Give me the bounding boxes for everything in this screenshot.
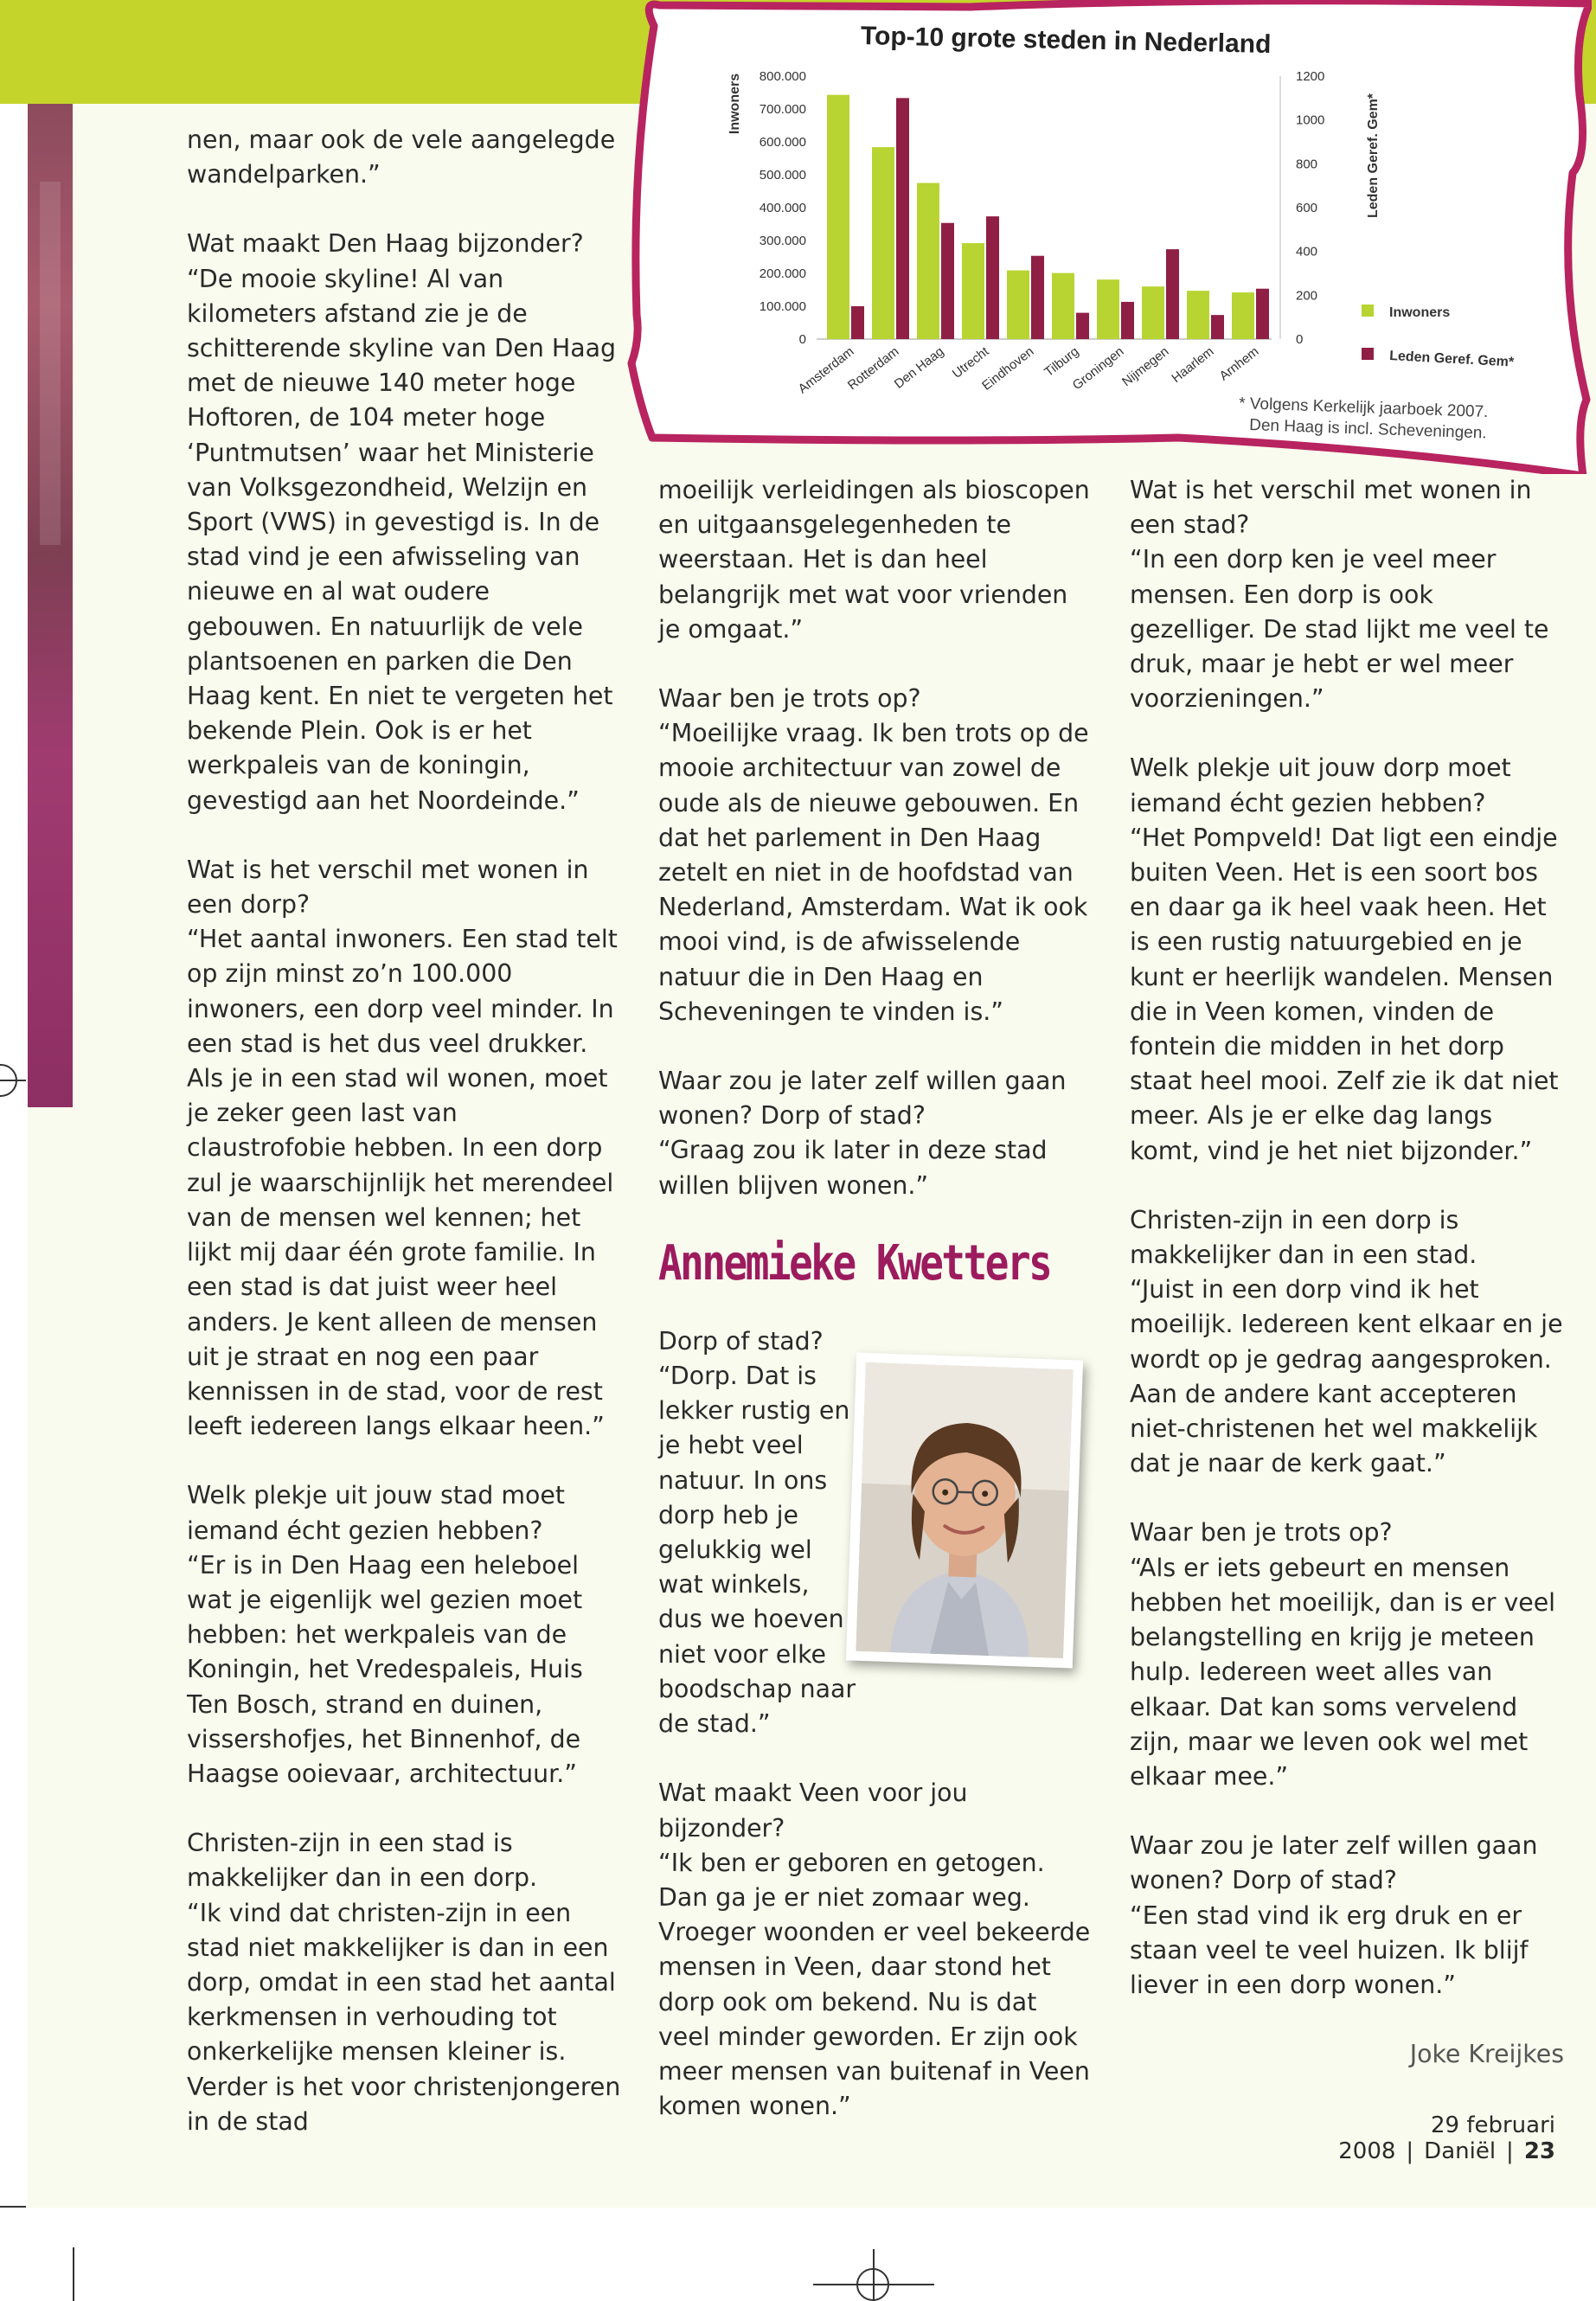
page-number: 23: [1523, 2138, 1555, 2164]
portrait-photo: [846, 1353, 1083, 1669]
question: Wat maakt Veen voor jou bijzonder?: [658, 1779, 968, 1843]
answer: “Ik ben er geboren en getogen. Dan ga je er niet zomaar weg. Vroeger woonden er veel bekeerde mensen in Veen, daar stond het dorp ook om bekend. Nu is dat veel minder geworden. Er zijn ook meer mensen van buitenaf in Veen komen wonen.”: [658, 1848, 1091, 2121]
y-axis-label-left: Inwoners: [727, 73, 742, 135]
registration-mark: [0, 1064, 17, 1097]
chart: [625, 0, 1592, 474]
qa-block: [658, 1064, 1091, 1203]
y-axis-label-right: Leden Geref. Gem*: [1366, 93, 1381, 219]
portrait-image: [856, 1362, 1074, 1658]
y-tick-label-right: 800: [1296, 157, 1318, 172]
x-tick-label: Rotterdam: [844, 343, 902, 394]
legend-label-inwoners: Inwoners: [1389, 305, 1451, 320]
author-signature: Joke Kreijkes: [1409, 2040, 1564, 2069]
answer: “Als er iets gebeurt en mensen hebben het moeilijk, dan is er veel belangstelling en krijg je meteen hulp. Iedereen weet alles van elkaar. Dat kan soms vervelend zijn, maar we leven ook wel met elkaar mee.”: [1130, 1553, 1556, 1791]
bar-inwoners-eindhoven: [1007, 271, 1029, 339]
qa-block: [1130, 1203, 1564, 1482]
question: Wat is het verschil met wonen in een dorp?: [187, 855, 589, 920]
answer: “Ik vind dat christen-zijn in een stad niet makkelijker is dan in een dorp, omdat in een stad het aantal kerkmensen in verhouding tot onkerkelijke mensen kleiner is. Verder is het voor christenjongeren in de stad: [187, 1898, 621, 2136]
qa-block: [658, 1776, 1091, 2124]
answer: “Een stad vind ik erg druk en er staan veel te veel huizen. Ik blijf liever in een dorp wonen.”: [1130, 1900, 1529, 1999]
answer: “Het Pompveld! Dat ligt een eindje buiten Veen. Het is een soort bos en daar ga ik heel vaak heen. Het is een rustig natuurgebied en je kunt er heerlijk wandelen. Mensen die in Veen komen, vinden de fontein die midden in het dorp staat heel mooi. Zelf zie ik dat niet meer. Als je er elke dag langs komt, vind je het niet bijzonder.”: [1130, 823, 1559, 1165]
bar-leden-eindhoven: [1031, 256, 1044, 339]
column-2-intro: moeilijk verleidingen als bioscopen en uitgaansgelegenheden te weerstaan. Het is dan heel belangrijk met wat voor vrienden je omgaat.”: [658, 476, 1090, 644]
registration-mark: [856, 2268, 889, 2301]
chart-title: Top-10 grote steden in Nederland: [860, 22, 1272, 59]
x-tick-label: Tilburg: [1042, 343, 1082, 381]
x-tick-label: Haarlem: [1169, 343, 1217, 387]
y-tick-label-left: 200.000: [759, 266, 806, 281]
bar-inwoners-amsterdam: [827, 95, 849, 339]
footer-magazine: Daniël: [1424, 2138, 1497, 2164]
answer: “Er is in Den Haag een heleboel wat je eigenlijk wel gezien moet hebben: het werkpaleis van de Koningin, het Vredespaleis, Huis Ten Bosch, strand en duinen, vissershofjes, het Binnenhof, de Haagse ooievaar, architectuur.”: [187, 1550, 583, 1788]
answer: “Graag zou ik later in deze stad willen blijven wonen.”: [658, 1136, 1048, 1200]
qa-block: [187, 853, 621, 1444]
qa-block: [187, 1826, 621, 2139]
bar-leden-groningen: [1121, 302, 1134, 339]
bar-inwoners-groningen: [1097, 279, 1119, 339]
x-tick-label: Eindhoven: [979, 343, 1037, 394]
y-tick-label-right: 200: [1296, 288, 1318, 304]
bar-leden-arnhem: [1256, 289, 1269, 339]
answer: “De mooie skyline! Al van kilometers afstand zie je de schitterende skyline van Den Haag met de nieuwe 140 meter hoge Hoftoren, de 104 meter hoge ‘Puntmutsen’ waar het Ministerie van Volksgezondheid, Welzijn en Sport (VWS) in gevestigd is. In de stad vind je een afwisseling van nieuwe en al wat oudere gebouwen. En natuurlijk de vele plantsoenen en parken die Den Haag kent. En niet te vergeten het bekende Plein. Ook is er het werkpaleis van de koningin, gevestigd aan het Noordeinde.”: [187, 264, 617, 815]
bar-inwoners-den-haag: [917, 183, 939, 340]
column-3: [1130, 473, 1564, 2072]
y-tick-label-left: 300.000: [759, 234, 806, 248]
y-tick-label-left: 600.000: [759, 135, 806, 150]
y-tick-label-right: 400: [1296, 244, 1318, 260]
y-tick-label-right: 600: [1296, 201, 1318, 215]
question: Dorp of stad?: [658, 1326, 824, 1356]
question: Waar zou je later zelf willen gaan wonen? Dorp of stad?: [1130, 1831, 1538, 1895]
x-tick-label: Arnhem: [1216, 343, 1262, 384]
y-tick-label-right: 0: [1296, 332, 1304, 347]
column-1-intro: nen, maar ook de vele aangelegde wandelparken.”: [187, 125, 616, 189]
left-photo-strip: [28, 104, 73, 1107]
qa-block: [187, 1478, 621, 1791]
y-tick-label-left: 500.000: [759, 168, 806, 183]
legend-swatch-leden: [1362, 348, 1374, 360]
answer: “In een dorp ken je veel meer mensen. Een dorp is ook gezelliger. De stad lijkt me veel te druk, maar je hebt er wel meer voorzieningen.”: [1130, 545, 1549, 714]
qa-block: [1130, 1516, 1564, 1794]
y-tick-label-left: 400.000: [759, 201, 806, 215]
column-2: [658, 473, 1091, 2124]
bar-leden-haarlem: [1211, 315, 1224, 339]
qa-block: [1130, 1829, 1564, 2003]
bar-leden-rotterdam: [896, 98, 909, 339]
crop-mark: [0, 2206, 26, 2208]
y-tick-label-left: 100.000: [759, 299, 806, 314]
x-tick-label: Utrecht: [949, 343, 992, 381]
x-tick-label: Amsterdam: [795, 343, 857, 397]
question: Welk plekje uit jouw dorp moet iemand écht gezien hebben?: [1130, 753, 1511, 817]
crop-mark: [73, 2247, 74, 2301]
answer: “Moeilijke vraag. Ik ben trots op de mooie architectuur van zowel de oude als de nieuwe gebouwen. En dat het parlement in Den Haag zetelt en niet in de hoofdstad van Nederland, Amsterdam. Wat ik ook mooi vind, is de afwisselende natuur die in Den Haag en Scheveningen te vinden is.”: [658, 719, 1089, 1026]
y-tick-label-right: 1000: [1296, 112, 1325, 128]
question: Christen-zijn in een stad is makkelijker dan in een dorp.: [187, 1829, 538, 1893]
y-tick-label-left: 0: [798, 332, 806, 347]
bar-leden-amsterdam: [851, 306, 864, 339]
question: Welk plekje uit jouw stad moet iemand écht gezien hebben?: [187, 1481, 565, 1545]
bar-inwoners-nijmegen: [1142, 286, 1164, 339]
chart-footnote-line-1: * Volgens Kerkelijk jaarboek 2007.: [1238, 394, 1489, 422]
chart-card: [625, 0, 1592, 474]
bar-leden-den-haag: [941, 223, 954, 339]
legend-swatch-inwoners: [1362, 304, 1374, 317]
page-footer: 29 februari 2008 | Daniël | 23: [1338, 2112, 1555, 2164]
question: Wat is het verschil met wonen in een stad?: [1130, 476, 1532, 540]
answer: “Dorp. Dat is lekker rustig en je hebt veel natuur. In ons dorp heb je gelukkig wel wat winkels, dus we hoeven niet voor elke boodschap naar de stad.”: [658, 1362, 856, 1739]
qa-block: [1130, 473, 1564, 716]
x-tick-label: Groningen: [1069, 343, 1127, 394]
x-tick-label: Den Haag: [891, 343, 947, 392]
bar-inwoners-rotterdam: [872, 147, 894, 339]
bar-leden-nijmegen: [1166, 249, 1179, 339]
question: Wat maakt Den Haag bijzonder?: [187, 229, 584, 259]
bar-inwoners-tilburg: [1052, 273, 1074, 339]
legend-label-leden: Leden Geref. Gem*: [1388, 349, 1515, 370]
y-tick-label-right: 1200: [1296, 69, 1325, 84]
y-tick-label-left: 800.000: [759, 69, 806, 84]
qa-block: [1130, 751, 1564, 1168]
bar-inwoners-arnhem: [1232, 292, 1254, 339]
qa-block: [187, 227, 621, 817]
qa-block: [658, 682, 1091, 1029]
x-tick-label: Nijmegen: [1119, 343, 1172, 390]
column-1: [187, 123, 621, 2139]
bar-inwoners-utrecht: [962, 243, 984, 339]
bar-leden-utrecht: [986, 216, 999, 339]
question: Waar zou je later zelf willen gaan wonen? Dorp of stad?: [658, 1067, 1067, 1131]
interviewee-name-heading: Annemieke Kwetters: [658, 1234, 1051, 1292]
chart-footnote-line-2: Den Haag is incl. Scheveningen.: [1248, 416, 1488, 443]
question: Waar ben je trots op?: [658, 684, 921, 714]
question: Christen-zijn in een dorp is makkelijker dan in een stad.: [1130, 1205, 1477, 1270]
question: Waar ben je trots op?: [1130, 1518, 1393, 1548]
bar-inwoners-haarlem: [1187, 291, 1209, 339]
answer: “Het aantal inwoners. Een stad telt op zijn minst zo’n 100.000 inwoners, een dorp veel minder. In een stad is het dus veel drukker. Als je in een stad wil wonen, moet je zeker geen last van claustrofobie hebben. In een dorp zul je waarschijnlijk het merendeel van de mensen wel kennen; het lijkt mij daar één grote familie. In een stad is dat juist weer heel anders. Je kent alleen de mensen uit je straat en nog een paar kennissen in de stad, voor de rest leeft iedereen langs elkaar heen.”: [187, 925, 618, 1441]
bar-leden-tilburg: [1076, 313, 1089, 339]
footer-date: 29 februari 2008: [1338, 2112, 1555, 2164]
y-tick-label-left: 700.000: [759, 102, 806, 117]
answer: “Juist in een dorp vind ik het moeilijk. Iedereen kent elkaar en je wordt op je gedrag aangesproken. Aan de andere kant accepteren niet-christenen het wel makkelijk dat je naar de kerk gaat.”: [1130, 1275, 1563, 1478]
